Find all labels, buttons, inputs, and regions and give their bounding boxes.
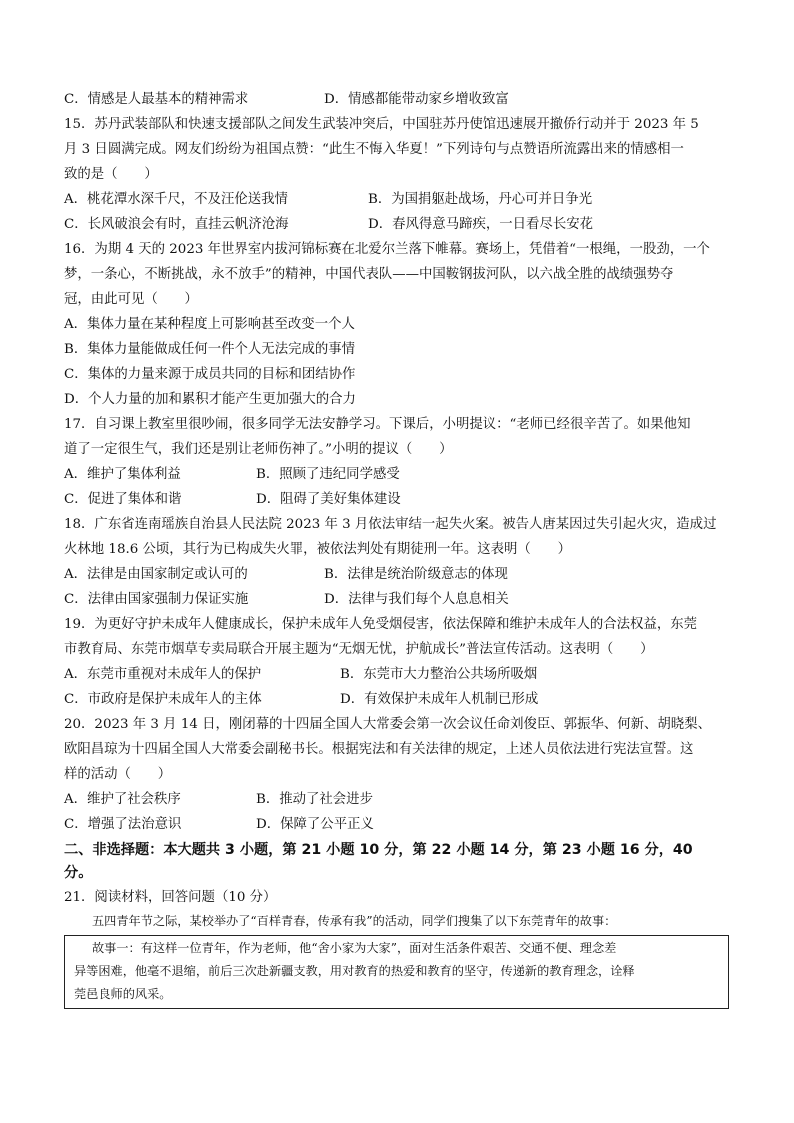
q17-option-b: B．照顾了违纪同学感受 [256,467,400,482]
q17-option-d: D．阻碍了美好集体建设 [256,492,401,507]
section-heading-line-2: 分。 [64,865,93,881]
q21-title: 21．阅读材料，回答问题（10 分） [64,890,277,905]
q16-option-d: D．个人力量的加和累积才能产生更加强大的合力 [64,392,356,407]
q17-option-a: A．维护了集体利益 [64,467,181,482]
q17-stem-line-1: 17．自习课上教室里很吵闹，很多同学无法安静学习。下课后，小明提议：“老师已经很辛苦了。如果他知 [64,417,691,432]
q16-option-b: B．集体力量能做成任何一件个人无法完成的事情 [64,342,356,357]
q20-option-c: C．增强了法治意识 [64,817,182,832]
story-line-3: 莞邑良师的风采。 [74,987,172,1001]
q16-stem-line-2: 梦，一条心，不断挑战，永不放手”的精神，中国代表队——中国鞍钢拔河队，以六战全胜的战绩强势夺 [64,267,674,282]
q15-option-b: B．为国捐躯赴战场，丹心可并日争光 [368,192,593,207]
q15-stem-line-3: 致的是（ ） [64,167,158,182]
q19-option-a: A．东莞市重视对未成年人的保护 [64,667,262,682]
q19-option-c: C．市政府是保护未成年人的主体 [64,692,262,707]
q19-option-d: D．有效保护未成年人机制已形成 [340,692,539,707]
q16-stem-line-3: 冠，由此可见（ ） [64,292,198,307]
q20-stem-line-2: 欧阳昌琼为十四届全国人大常委会副秘书长。根据宪法和有关法律的规定，上述人员依法进行宪法宣誓。这 [64,742,694,757]
q15-option-d: D．春风得意马蹄疾，一日看尽长安花 [368,217,593,232]
prev-option-d: D．情感都能带动家乡增收致富 [324,92,509,107]
q15-option-a: A．桃花潭水深千尺，不及汪伦送我情 [64,192,288,207]
q20-stem-line-1: 20．2023 年 3 月 14 日，刚闭幕的十四届全国人大常委会第一次会议任命刘俊臣、郭振华、何新、胡晓梨、 [64,717,711,732]
q18-stem-line-2: 火林地 18.6 公顷，其行为已构成失火罪，被依法判处有期徒刑一年。这表明（ ） [64,542,571,557]
q17-stem-line-2: 道了一定很生气，我们还是别让老师伤神了。”小明的提议（ ） [64,442,453,457]
q20-option-b: B．推动了社会进步 [256,792,373,807]
q16-option-c: C．集体的力量来源于成员共同的目标和团结协作 [64,367,356,382]
prev-option-c: C．情感是人最基本的精神需求 [64,92,249,107]
q16-option-a: A．集体力量在某种程度上可影响甚至改变一个人 [64,317,355,332]
q21-intro: 五四青年节之际，某校举办了“百样青春，传承有我”的活动，同学们搜集了以下东莞青年的故事： [92,914,617,928]
q18-option-d: D．法律与我们每个人息息相关 [324,592,509,607]
q15-stem-line-1: 15．苏丹武装部队和快速支援部队之间发生武装冲突后，中国驻苏丹使馆迅速展开撤侨行动并于 2023 年 5 [64,117,699,132]
q20-stem-line-3: 样的活动（ ） [64,767,172,782]
story-line-1: 故事一：有这样一位青年，作为老师，他“舍小家为大家”，面对生活条件艰苦、交通不便、理念差 [92,941,617,955]
section-heading-line-1: 二、非选择题：本大题共 3 小题，第 21 小题 10 分，第 22 小题 14 分，第 23 小题 16 分，40 [64,842,693,858]
q19-option-b: B．东莞市大力整治公共场所吸烟 [340,667,538,682]
q18-stem-line-1: 18．广东省连南瑶族自治县人民法院 2023 年 3 月依法审结一起失火案。被告人唐某因过失引起火灾，造成过 [64,517,717,532]
q18-option-a: A．法律是由国家制定或认可的 [64,567,248,582]
q19-stem-line-1: 19．为更好守护未成年人健康成长，保护未成年人免受烟侵害，依法保障和维护未成年人的合法权益，东莞 [64,617,698,632]
q20-option-a: A．维护了社会秩序 [64,792,181,807]
q15-stem-line-2: 月 3 日圆满完成。网友们纷纷为祖国点赞：“此生不悔入华夏！”下列诗句与点赞语所流露出来的情感相一 [64,142,684,157]
q16-stem-line-1: 16．为期 4 天的 2023 年世界室内拔河锦标赛在北爱尔兰落下帷幕。赛场上，凭借着“一根绳，一股劲，一个 [64,242,710,257]
q15-option-c: C．长风破浪会有时，直挂云帆济沧海 [64,217,289,232]
q18-option-c: C．法律由国家强制力保证实施 [64,592,249,607]
story-line-2: 异等困难，他毫不退缩，前后三次赴新疆支教，用对教育的热爱和教育的坚守，传递新的教育理念，诠释 [74,964,635,978]
q17-option-c: C．促进了集体和谐 [64,492,182,507]
q20-option-d: D．保障了公平正义 [256,817,374,832]
q19-stem-line-2: 市教育局、东莞市烟草专卖局联合开展主题为“无烟无忧，护航成长”普法宣传活动。这表明（ ） [64,642,654,657]
q18-option-b: B．法律是统治阶级意志的体现 [324,567,508,582]
